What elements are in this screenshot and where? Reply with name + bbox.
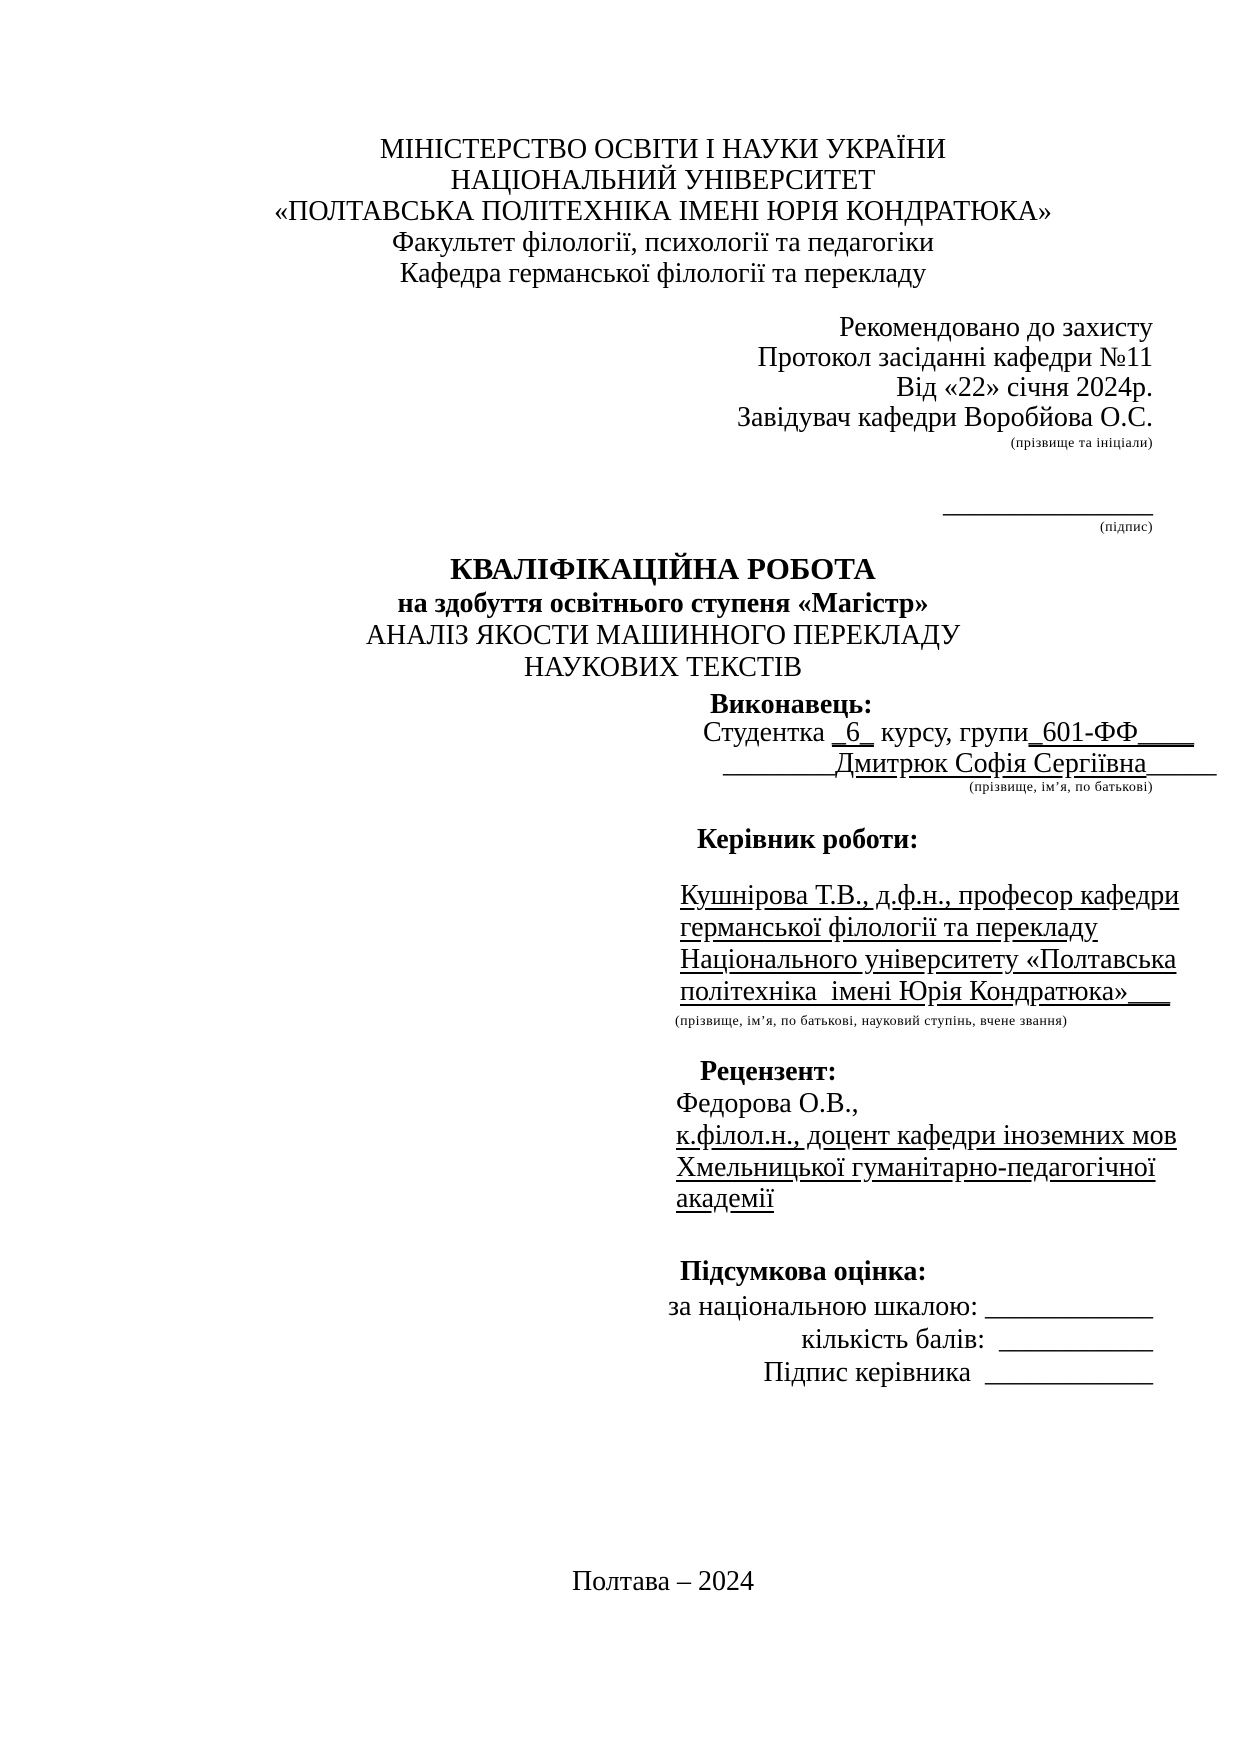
supervisor-info-line: політехніка імені Юрія Кондратюка»___: [680, 976, 1171, 1007]
date-line: Від «22» січня 2024р.: [896, 372, 1153, 403]
supervisor-info: [680, 880, 1179, 1008]
university-line: НАЦІОНАЛЬНИЙ УНІВЕРСИТЕТ: [450, 165, 876, 196]
recommendation-line: Рекомендовано до захисту: [839, 312, 1153, 343]
name-lead-underscores: ________: [723, 748, 835, 779]
university-name-line: «ПОЛТАВСЬКА ПОЛІТЕХНІКА ІМЕНІ ЮРІЯ КОНДРАТЮКА»: [274, 196, 1052, 227]
reviewer-name: Федорова О.В.,: [676, 1088, 859, 1119]
national-scale-line: за національною шкалою: ____________: [667, 1291, 1153, 1322]
thesis-title-line2: НАУКОВИХ ТЕКСТІВ: [523, 652, 803, 683]
student-name-line: [723, 748, 1217, 780]
supervisor-info-line: германської філології та перекладу: [680, 912, 1098, 943]
supervisor-info-line: Національного університету «Полтавська: [680, 944, 1177, 975]
final-grade-label: Підсумкова оцінка:: [680, 1256, 927, 1287]
executor-label: Виконавець:: [710, 689, 873, 720]
faculty-line: Факультет філології, психології та педагогіки: [392, 227, 934, 258]
signature-line: _______________: [943, 488, 1153, 519]
signature-caption: (підпис): [1099, 520, 1153, 535]
points-line: кількість балів: ___________: [801, 1324, 1153, 1355]
supervisor-caption: (прізвище, ім’я, по батькові, науковий ступінь, вчене звання): [675, 1014, 1068, 1029]
work-type-title: КВАЛІФІКАЦІЙНА РОБОТА: [450, 551, 876, 586]
city-year-line: Полтава – 2024: [571, 1566, 755, 1597]
degree-line: на здобуття освітнього ступеня «Магістр»: [397, 588, 929, 619]
protocol-line: Протокол засіданні кафедри №11: [757, 342, 1153, 373]
group-value: _601-ФФ____: [1028, 717, 1195, 748]
student-line: [703, 717, 1194, 749]
student-name-caption: (прізвище, ім’я, по батькові): [969, 780, 1153, 795]
student-name: Дмитрюк Софія Сергіївна: [835, 748, 1147, 779]
reviewer-info-line: к.філол.н., доцент кафедри іноземних мов: [676, 1120, 1177, 1151]
ministry-line: МІНІСТЕРСТВО ОСВІТИ І НАУКИ УКРАЇНИ: [379, 134, 947, 165]
student-mid: курсу, групи: [873, 717, 1029, 748]
thesis-title-line1: АНАЛІЗ ЯКОСТИ МАШИННОГО ПЕРЕКЛАДУ: [365, 620, 961, 651]
final-grade-block: [173, 1290, 1153, 1389]
course-value: _6_: [831, 717, 874, 748]
supervisor-info-line: Кушнірова Т.В., д.ф.н., професор кафедри: [680, 880, 1180, 911]
name-initials-caption: (прізвище та ініціали): [1010, 436, 1153, 451]
reviewer-info: [676, 1120, 1177, 1215]
student-prefix: Студентка: [703, 717, 832, 748]
supervisor-signature-line: Підпис керівника ____________: [763, 1357, 1153, 1388]
work-title-block: [173, 551, 1153, 684]
reviewer-label: Рецензент:: [700, 1056, 837, 1087]
head-of-department-line: Завідувач кафедри Воробйова О.С.: [736, 402, 1153, 433]
supervisor-label: Керівник роботи:: [697, 824, 919, 855]
approval-block: [173, 313, 1153, 539]
university-header: [173, 134, 1153, 289]
reviewer-info-line: Хмельницької гуманітарно-педагогічної: [676, 1151, 1156, 1183]
reviewer-info-line: академії: [676, 1183, 774, 1214]
department-line: Кафедра германської філології та перекладу: [399, 258, 927, 289]
name-trail-underscores: _____: [1146, 748, 1217, 779]
